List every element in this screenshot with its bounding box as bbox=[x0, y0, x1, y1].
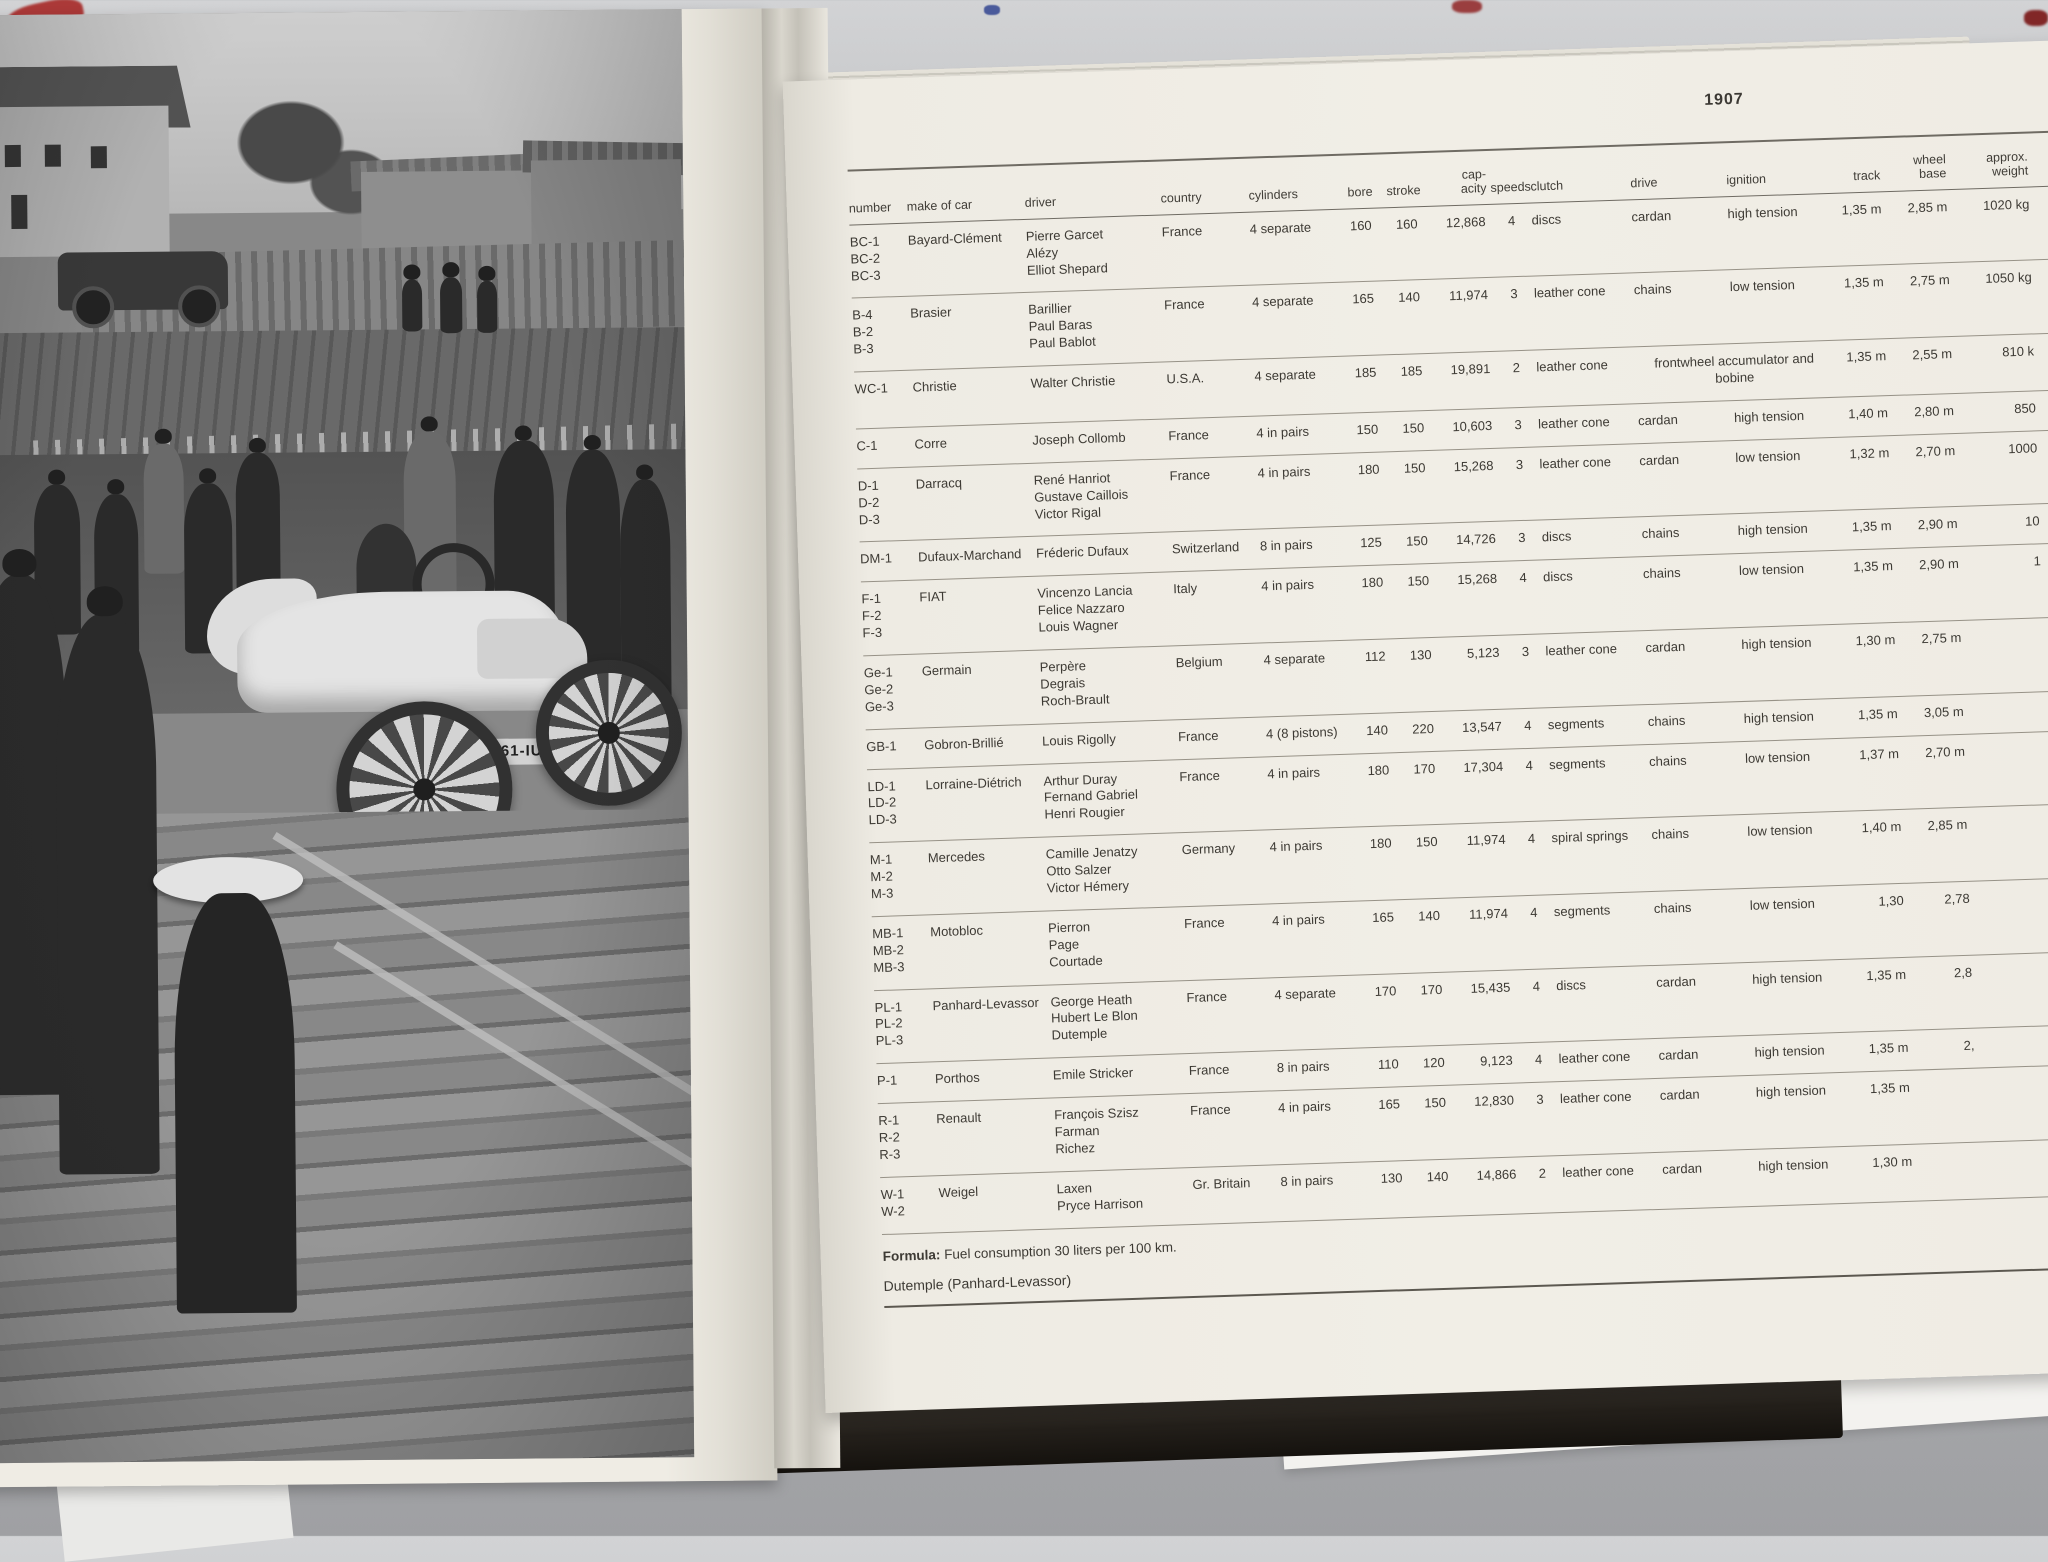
cell-number: W-1 W-2 bbox=[880, 1186, 906, 1219]
cell-weight: 850 bbox=[2013, 400, 2037, 416]
cell-clutch: segments bbox=[1547, 715, 1605, 732]
cell-track: 1,30 m bbox=[1872, 1153, 1913, 1170]
cell-capacity: 5,123 bbox=[1466, 644, 1500, 661]
column-header-track: track bbox=[1853, 168, 1881, 184]
left-page[interactable] bbox=[0, 8, 777, 1487]
cell-driver: Louis Rigolly bbox=[1041, 730, 1117, 749]
table-body bbox=[849, 186, 2048, 1234]
cell-clutch: discs bbox=[1542, 568, 1573, 585]
cell-driver: Laxen Pryce Harrison bbox=[1056, 1180, 1144, 1214]
cell-capacity: 11,974 bbox=[1468, 905, 1509, 922]
cell-stroke: 150 bbox=[1402, 420, 1425, 436]
cell-wheelbase: 2,75 m bbox=[1921, 629, 1962, 647]
cell-drive: cardan bbox=[1662, 1160, 1703, 1177]
cell-driver: Pierre Garcet Alézy Elliot Shepard bbox=[1025, 226, 1109, 278]
cell-make: Panhard-Levassor bbox=[932, 994, 1040, 1013]
cell-driver: Arthur Duray Fernand Gabriel Henri Rougier bbox=[1043, 770, 1139, 822]
cell-stroke: 150 bbox=[1415, 834, 1438, 850]
cell-capacity: 9,123 bbox=[1479, 1052, 1513, 1069]
column-header-drive: drive bbox=[1630, 175, 1658, 191]
cell-track: 1,30 m bbox=[1855, 632, 1896, 649]
cell-speeds: 4 bbox=[1532, 978, 1541, 994]
cell-track: 1,40 m bbox=[1861, 819, 1902, 836]
cell-wheelbase: 2,75 m bbox=[1909, 272, 1950, 289]
cell-cylinders: 4 in pairs bbox=[1269, 837, 1323, 855]
cell-wheelbase: 2,8 bbox=[1953, 964, 1973, 980]
cell-make: Corre bbox=[914, 435, 948, 452]
cell-track: 1,30 bbox=[1878, 892, 1904, 909]
cell-ignition: high tension bbox=[1757, 1156, 1829, 1174]
cell-bore: 165 bbox=[1378, 1096, 1401, 1113]
cell-track: 1,40 m bbox=[1847, 405, 1889, 422]
cell-stroke: 150 bbox=[1407, 573, 1430, 590]
cell-clutch: leather cone bbox=[1533, 283, 1606, 301]
cell-stroke: 185 bbox=[1400, 363, 1423, 379]
cell-wheelbase: 2,80 m bbox=[1913, 402, 1955, 420]
cell-ignition: high tension bbox=[1754, 1042, 1825, 1061]
cell-bore: 112 bbox=[1364, 648, 1386, 665]
cell-make: Gobron-Brillié bbox=[923, 734, 1004, 753]
column-header-speeds: speeds bbox=[1490, 179, 1532, 196]
cell-speeds: 3 bbox=[1510, 286, 1518, 302]
cell-stroke: 160 bbox=[1395, 215, 1418, 232]
cell-bore: 170 bbox=[1374, 982, 1397, 999]
cell-bore: 130 bbox=[1380, 1170, 1403, 1186]
cell-speeds: 3 bbox=[1514, 416, 1523, 433]
cell-speeds: 4 bbox=[1507, 212, 1516, 229]
cell-make: Bayard-Clément bbox=[907, 229, 1003, 248]
cell-driver: Pierron Page Courtade bbox=[1047, 919, 1103, 970]
cell-cylinders: 4 in pairs bbox=[1271, 911, 1326, 929]
cell-stroke: 220 bbox=[1411, 720, 1435, 737]
cell-country: France bbox=[1169, 466, 1211, 484]
cell-drive: chains bbox=[1651, 826, 1690, 843]
cell-capacity: 13,547 bbox=[1461, 718, 1503, 735]
cell-clutch: segments bbox=[1548, 755, 1606, 772]
cell-ignition: low tension bbox=[1729, 277, 1796, 295]
cell-make: Porthos bbox=[934, 1070, 981, 1087]
cell-cylinders: 4 separate bbox=[1251, 293, 1314, 311]
cell-make: Weigel bbox=[938, 1183, 979, 1201]
cell-stroke: 140 bbox=[1418, 907, 1441, 924]
cell-drive: chains bbox=[1647, 712, 1686, 729]
cell-capacity: 11,974 bbox=[1466, 831, 1506, 849]
cell-number: MB-1 MB-2 MB-3 bbox=[872, 925, 905, 975]
cell-stroke: 150 bbox=[1424, 1094, 1447, 1111]
cell-speeds: 4 bbox=[1534, 1051, 1543, 1068]
cell-stroke: 170 bbox=[1413, 760, 1436, 777]
cell-cylinders: 8 in pairs bbox=[1280, 1172, 1334, 1189]
cell-number: R-1 R-2 R-3 bbox=[878, 1112, 901, 1163]
cell-country: France bbox=[1163, 296, 1205, 313]
cell-weight bbox=[1969, 627, 2043, 629]
cell-ignition: low tension bbox=[1749, 895, 1816, 913]
cell-country: France bbox=[1189, 1101, 1231, 1119]
cell-wheelbase: 2,85 m bbox=[1907, 198, 1948, 216]
historic-photo bbox=[0, 9, 694, 1463]
cell-make: Brasier bbox=[910, 304, 952, 322]
cell-wheelbase: 2,70 m bbox=[1924, 743, 1966, 760]
cell-cylinders: 4 in pairs bbox=[1257, 463, 1311, 481]
column-header-ignition: ignition bbox=[1726, 172, 1767, 188]
cell-driver: Walter Christie bbox=[1030, 373, 1116, 391]
cell-number: WC-1 bbox=[854, 380, 889, 397]
cell-ignition: high tension bbox=[1737, 521, 1809, 539]
cell-weight bbox=[1983, 1075, 2048, 1077]
cell-weight bbox=[1977, 888, 2048, 890]
cell-drive: cardan bbox=[1655, 973, 1697, 990]
cell-track: 1,35 m bbox=[1851, 518, 1892, 535]
cell-weight bbox=[1986, 1149, 2048, 1151]
cell-speeds: 3 bbox=[1515, 456, 1524, 472]
cell-drive: cardan bbox=[1658, 1046, 1699, 1064]
cell-make: Christie bbox=[912, 378, 957, 395]
cell-stroke: 120 bbox=[1422, 1055, 1445, 1071]
cell-clutch: discs bbox=[1531, 211, 1562, 228]
cell-clutch: leather cone bbox=[1537, 414, 1610, 432]
cell-capacity: 14,726 bbox=[1455, 531, 1497, 548]
cell-capacity: 17,304 bbox=[1463, 758, 1504, 775]
cell-country: France bbox=[1186, 988, 1228, 1005]
cell-track: 1,35 m bbox=[1868, 1040, 1909, 1057]
column-header-wheelbase: wheel base bbox=[1912, 152, 1947, 182]
right-page[interactable] bbox=[783, 40, 2048, 1413]
cell-country: Germany bbox=[1181, 840, 1236, 858]
cell-bore: 110 bbox=[1377, 1056, 1399, 1073]
column-header-country: country bbox=[1160, 190, 1202, 206]
cell-cylinders: 4 in pairs bbox=[1277, 1098, 1332, 1116]
cell-number: C-1 bbox=[856, 437, 878, 454]
cell-cylinders: 4 (8 pistons) bbox=[1265, 723, 1338, 742]
cell-country: Switzerland bbox=[1171, 539, 1240, 557]
cell-ignition: low tension bbox=[1744, 748, 1811, 766]
cell-ignition: low tension bbox=[1747, 822, 1813, 840]
cell-number: LD-1 LD-2 LD-3 bbox=[867, 777, 898, 828]
cell-driver: Joseph Collomb bbox=[1032, 429, 1126, 448]
cell-cylinders: 8 in pairs bbox=[1276, 1058, 1330, 1076]
cell-capacity: 12,830 bbox=[1473, 1092, 1515, 1109]
cell-number: B-4 B-2 B-3 bbox=[852, 307, 874, 357]
cell-capacity: 14,866 bbox=[1476, 1166, 1517, 1183]
cell-driver: Camille Jenatzy Otto Salzer Victor Hémery bbox=[1045, 843, 1138, 896]
cell-make: FIAT bbox=[919, 588, 947, 605]
cell-make: Darracq bbox=[915, 474, 963, 492]
cell-cylinders: 4 separate bbox=[1263, 650, 1326, 668]
cell-capacity: 15,268 bbox=[1453, 457, 1494, 474]
cell-bore: 180 bbox=[1369, 835, 1392, 852]
cell-ignition: high tension bbox=[1733, 407, 1805, 425]
cell-speeds: 3 bbox=[1517, 530, 1526, 546]
cell-drive: chains bbox=[1633, 281, 1672, 298]
cell-drive: cardan bbox=[1645, 638, 1686, 656]
cell-number: BC-1 BC-2 BC-3 bbox=[849, 233, 881, 284]
cell-wheelbase: 2,78 bbox=[1944, 890, 1970, 907]
cell-cylinders: 4 in pairs bbox=[1261, 577, 1315, 594]
cell-cylinders: 4 separate bbox=[1254, 366, 1317, 384]
cell-number: Ge-1 Ge-2 Ge-3 bbox=[863, 664, 895, 715]
cell-wheelbase: 2,55 m bbox=[1912, 346, 1953, 363]
cell-driver: Emile Stricker bbox=[1052, 1065, 1134, 1083]
cell-track: 1,35 m bbox=[1846, 348, 1887, 365]
cell-clutch: discs bbox=[1556, 976, 1587, 993]
cell-driver: Perpère Degrais Roch-Brault bbox=[1039, 658, 1110, 709]
cell-bore: 185 bbox=[1354, 364, 1377, 381]
cell-speeds: 2 bbox=[1512, 360, 1521, 376]
cell-stroke: 150 bbox=[1405, 533, 1429, 550]
cell-wheelbase: 2,85 m bbox=[1927, 817, 1968, 834]
column-header-number: number bbox=[848, 200, 892, 216]
cell-number: M-1 M-2 M-3 bbox=[869, 851, 894, 902]
cell-weight bbox=[1980, 962, 2048, 964]
cell-ignition: low tension bbox=[1738, 561, 1805, 579]
cell-clutch: leather cone bbox=[1539, 453, 1612, 472]
cell-number: GB-1 bbox=[865, 738, 897, 754]
cell-ignition: high tension bbox=[1727, 203, 1798, 221]
cell-drive: chains bbox=[1642, 565, 1681, 582]
cell-country: U.S.A. bbox=[1166, 370, 1205, 387]
cell-track: 1,35 m bbox=[1843, 274, 1884, 291]
cell-speeds: 4 bbox=[1523, 717, 1532, 733]
cell-clutch: leather cone bbox=[1562, 1162, 1635, 1180]
cell-driver: François Szisz Farman Richez bbox=[1053, 1104, 1139, 1157]
column-header-bore: bore bbox=[1347, 185, 1373, 200]
cell-drive: cardan bbox=[1631, 207, 1672, 225]
cell-wheelbase: 3,05 m bbox=[1923, 703, 1964, 720]
cell-country: France bbox=[1168, 426, 1210, 444]
cell-country: France bbox=[1177, 727, 1219, 744]
cell-drive: chains bbox=[1653, 899, 1692, 916]
cell-bore: 150 bbox=[1356, 421, 1379, 438]
cell-make: Renault bbox=[936, 1109, 982, 1127]
cell-make: Lorraine-Diétrich bbox=[925, 773, 1022, 792]
cell-drive: cardan bbox=[1637, 411, 1679, 429]
cell-wheelbase: 2,70 m bbox=[1915, 442, 1956, 460]
cell-capacity: 15,268 bbox=[1457, 571, 1498, 588]
cell-clutch: discs bbox=[1541, 528, 1572, 545]
cell-weight: 1 bbox=[2033, 553, 2042, 569]
cell-speeds: 4 bbox=[1530, 904, 1538, 920]
cell-make: Motobloc bbox=[929, 922, 984, 940]
cell-capacity: 19,891 bbox=[1450, 361, 1491, 378]
cell-bore: 180 bbox=[1361, 574, 1384, 591]
cell-bore: 165 bbox=[1372, 909, 1395, 925]
cell-cylinders: 4 in pairs bbox=[1256, 423, 1310, 441]
cell-drive: chains bbox=[1648, 752, 1687, 769]
cell-speeds: 4 bbox=[1519, 570, 1527, 586]
cell-capacity: 15,435 bbox=[1470, 979, 1511, 996]
cell-weight: 1000 bbox=[2008, 440, 2038, 457]
cell-clutch: leather cone bbox=[1558, 1049, 1631, 1067]
cell-drive: chains bbox=[1641, 525, 1680, 542]
cell-bore: 165 bbox=[1352, 291, 1375, 307]
cell-bore: 180 bbox=[1357, 461, 1380, 478]
cell-driver: René Hanriot Gustave Caillois Victor Rigal bbox=[1033, 470, 1129, 522]
cell-ignition: high tension bbox=[1755, 1082, 1827, 1100]
cell-clutch: leather cone bbox=[1559, 1088, 1632, 1107]
cell-country: Italy bbox=[1173, 580, 1198, 597]
cell-clutch: spiral springs bbox=[1551, 827, 1629, 846]
formula-text: Fuel consumption 30 liters per 100 km. bbox=[940, 1239, 1177, 1262]
cell-speeds: 4 bbox=[1525, 757, 1534, 773]
photo-vignette bbox=[0, 9, 694, 1463]
cell-driver: George Heath Hubert Le Blon Dutemple bbox=[1050, 991, 1139, 1043]
cell-weight bbox=[1982, 1035, 2048, 1037]
cell-ignition: high tension bbox=[1741, 634, 1812, 652]
cell-make: Mercedes bbox=[927, 848, 986, 866]
page-year-label: 1907 bbox=[1703, 90, 1745, 109]
cell-speeds: 4 bbox=[1527, 830, 1536, 847]
cell-stroke: 130 bbox=[1409, 647, 1432, 663]
cell-wheelbase: 2, bbox=[1963, 1037, 1975, 1054]
cell-make: Dufaux-Marchand bbox=[917, 546, 1022, 565]
cell-number: DM-1 bbox=[859, 550, 893, 567]
cell-driver: Vincenzo Lancia Felice Nazzaro Louis Wagner bbox=[1037, 582, 1133, 635]
cell-ignition: high tension bbox=[1751, 969, 1823, 987]
cell-track: 1,35 m bbox=[1869, 1079, 1911, 1097]
cell-number: P-1 bbox=[876, 1072, 898, 1089]
cell-bore: 180 bbox=[1367, 761, 1390, 778]
cell-number: D-1 D-2 D-3 bbox=[857, 477, 881, 527]
cell-track: 1,35 m bbox=[1852, 558, 1894, 575]
cell-make: Germain bbox=[921, 661, 972, 679]
cell-track: 1,35 m bbox=[1841, 201, 1882, 218]
cell-drive: frontwheel accumulator and bobine bbox=[1654, 350, 1815, 386]
cell-track: 1,37 m bbox=[1858, 745, 1900, 762]
cell-weight bbox=[1973, 741, 2047, 743]
cell-drive: cardan bbox=[1659, 1086, 1700, 1104]
cell-bore: 160 bbox=[1349, 217, 1372, 234]
cell-wheelbase: 2,90 m bbox=[1918, 556, 1960, 573]
cell-country: France bbox=[1183, 914, 1225, 932]
cell-driver: Fréderic Dufaux bbox=[1035, 543, 1129, 562]
column-header-capacity: cap- acity bbox=[1460, 166, 1487, 197]
cell-country: Gr. Britain bbox=[1192, 1174, 1251, 1192]
winner-line: Dutemple (Panhard-Levassor) bbox=[883, 1239, 2048, 1308]
cell-country: Belgium bbox=[1175, 653, 1223, 671]
cell-stroke: 150 bbox=[1403, 459, 1426, 476]
cell-country: France bbox=[1179, 767, 1221, 784]
cell-weight bbox=[1975, 814, 2048, 816]
cell-ignition: low tension bbox=[1735, 447, 1801, 465]
cell-bore: 125 bbox=[1359, 534, 1383, 551]
cell-wheelbase bbox=[1918, 1078, 1984, 1080]
cell-cylinders: 4 in pairs bbox=[1267, 764, 1321, 781]
cell-weight: 10 bbox=[2024, 513, 2040, 530]
cell-capacity: 12,868 bbox=[1445, 213, 1486, 231]
column-header-weight: approx. weight bbox=[1985, 149, 2029, 180]
cell-country: France bbox=[1188, 1062, 1230, 1079]
cell-capacity: 10,603 bbox=[1452, 417, 1493, 435]
cell-track: 1,32 m bbox=[1849, 444, 1890, 462]
cell-clutch: segments bbox=[1553, 902, 1611, 920]
cell-bore: 140 bbox=[1366, 722, 1389, 738]
cell-weight: 1020 kg bbox=[1982, 196, 2030, 213]
cell-ignition: high tension bbox=[1743, 708, 1815, 726]
cell-stroke: 170 bbox=[1420, 981, 1443, 998]
cell-number: PL-1 PL-2 PL-3 bbox=[874, 998, 904, 1049]
column-header-cylinders: cylinders bbox=[1248, 187, 1299, 204]
column-header-clutch: clutch bbox=[1530, 178, 1564, 194]
formula-label: Formula: bbox=[882, 1246, 941, 1264]
cell-country: France bbox=[1161, 222, 1203, 240]
cell-cylinders: 8 in pairs bbox=[1259, 537, 1313, 554]
cell-speeds: 3 bbox=[1521, 643, 1530, 660]
cell-stroke: 140 bbox=[1398, 289, 1421, 306]
column-header-stroke: stroke bbox=[1386, 183, 1421, 199]
cell-cylinders: 4 separate bbox=[1249, 219, 1312, 237]
cell-drive: cardan bbox=[1639, 451, 1680, 468]
cell-number: F-1 F-2 F-3 bbox=[861, 591, 883, 641]
cell-driver: Barillier Paul Baras Paul Bablot bbox=[1027, 300, 1096, 352]
cell-clutch: leather cone bbox=[1545, 641, 1618, 659]
cell-weight: 1050 kg bbox=[1985, 269, 2032, 287]
column-header-driver: driver bbox=[1024, 195, 1057, 211]
cell-speeds: 3 bbox=[1536, 1091, 1544, 1107]
cell-weight: 810 k bbox=[2002, 343, 2035, 360]
cell-wheelbase bbox=[1920, 1151, 1986, 1153]
cell-track: 1,35 m bbox=[1857, 705, 1898, 722]
cell-cylinders: 4 separate bbox=[1274, 984, 1337, 1002]
cell-speeds: 2 bbox=[1538, 1165, 1547, 1181]
cell-wheelbase: 2,90 m bbox=[1917, 516, 1958, 533]
column-header-make: make of car bbox=[906, 197, 973, 215]
cell-clutch: leather cone bbox=[1536, 357, 1609, 375]
cell-stroke: 140 bbox=[1426, 1168, 1449, 1185]
cell-weight bbox=[1971, 701, 2045, 703]
cell-capacity: 11,974 bbox=[1448, 287, 1489, 304]
cell-track: 1,35 m bbox=[1866, 966, 1907, 983]
